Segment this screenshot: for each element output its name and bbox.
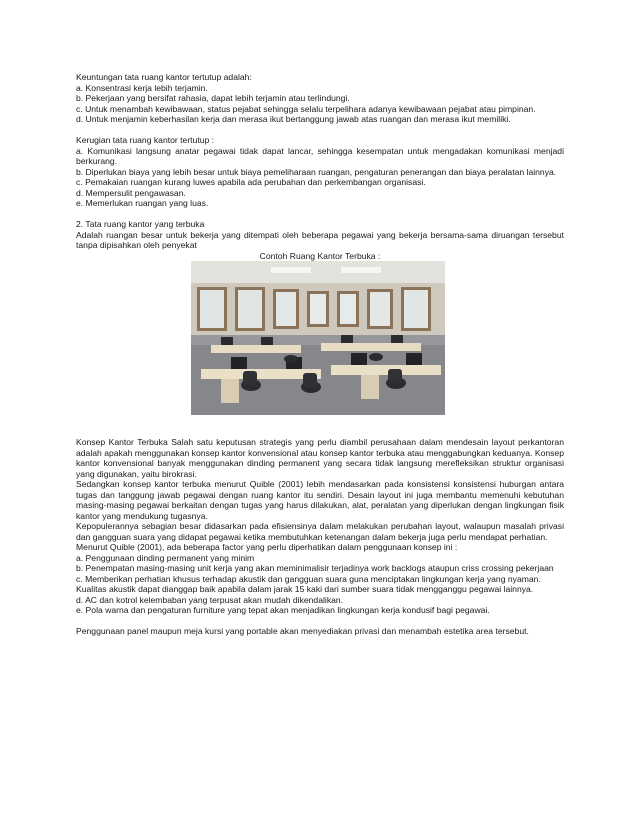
- body-paragraph: Konsep Kantor Terbuka Salah satu keputusan strategis yang perlu diambil perusahaan dalam mendesain layout perkantoran adalah apakah menggunakan konsep kantor konvensional atau konsep kantor terbuka atau menggabungkan keduanya. Konsep kantor konvensional banyak menggunakan dinding permanent yang secara tidak langsung merefleksikan struktur organisasi yang digunakan, yaitu birokrasi.: [76, 437, 564, 479]
- list-item: c. Pemakaian ruangan kurang luwes apabila ada perubahan dan perkembangan organisasi.: [76, 177, 426, 187]
- list-item: e. Memerlukan ruangan yang luas.: [76, 198, 209, 208]
- list-item: b. Diperlukan biaya yang lebih besar untuk biaya pemeliharaan ruangan, pengaturan penerangan dan biaya peralatan lainnya.: [76, 166, 557, 177]
- list-item: Kualitas akustik dapat dianggap baik apabila dalam jarak 15 kaki dari sumber suara tidak mengganggu pegawai lainnya.: [76, 584, 534, 594]
- list-item: c. Untuk menambah kewibawaan, status pejabat sehingga selalu terpelihara adanya kewibawaan pejabat atau pimpinan.: [76, 103, 536, 114]
- section-heading: 2. Tata ruang kantor yang terbuka: [76, 219, 205, 229]
- list-item: d. AC dan kotrol kelembaban yang terpusat akan mudah dikendalikan.: [76, 594, 344, 605]
- list-item: a. Komunikasi langsung anatar pegawai tidak dapat lancar, sehingga kesempatan untuk mengadakan komunikasi menjadi berkurang.: [76, 145, 564, 166]
- open-office-photo: [191, 261, 445, 415]
- list-item: e. Pola warna dan pengaturan furniture yang tepat akan menjadikan lingkungan kerja kondusif bagi pegawai.: [76, 605, 490, 615]
- list-item: d. Mempersulit pengawasan.: [76, 187, 186, 198]
- section-intro: Adalah ruangan besar untuk bekerja yang ditempati oleh beberapa pegawai yang bekerja bersama-sama diruangan tersebut tanpa dipisahkan oleh penyekat: [76, 229, 564, 250]
- list-item: b. Penempatan masing-masing unit kerja yang akan meminimalisir terjadinya work backlogs ataupun criss crossing pekerjaan: [76, 563, 554, 573]
- body-paragraph: Kepopulerannya sebagian besar didasarkan pada efisiensinya dalam melakukan perubahan layout, walaupun masalah privasi dan gangguan suara yang didapat pegawai ketika membutuhkan ketenangan dalam bekerja juga perlu mendapat perhatian.: [76, 521, 564, 542]
- figure-caption: Contoh Ruang Kantor Terbuka :: [259, 250, 381, 261]
- list-item: c. Memberikan perhatian khusus terhadap akustik dan gangguan suara guna menciptakan lingkungan kerja yang nyaman.: [76, 573, 541, 584]
- advantages-title: Keuntungan tata ruang kantor tertutup adalah:: [76, 72, 252, 82]
- list-item: a. Penggunaan dinding permanent yang minim: [76, 552, 255, 563]
- list-item: d. Untuk menjamin keberhasilan kerja dan merasa ikut bertanggung jawab atas ruangan dan merasa ikut memiliki.: [76, 114, 511, 124]
- closing-paragraph: Penggunaan panel maupun meja kursi yang portable akan menyediakan privasi dan menambah estetika area tersebut.: [76, 626, 529, 636]
- disadvantages-title: Kerugian tata ruang kantor tertutup :: [76, 135, 215, 145]
- body-paragraph: Menurut Quible (2001), ada beberapa factor yang perlu diperhatikan dalam penggunaan konsep ini :: [76, 542, 458, 552]
- list-item: b. Pekerjaan yang bersifat rahasia, dapat lebih terjamin atau terlindungi.: [76, 93, 350, 103]
- document-page: [76, 72, 564, 637]
- body-paragraph: Sedangkan konsep kantor terbuka menurut Quible (2001) lebih mendasarkan pada konsistensi konsistensi huburgan antara tugas dan tanggung jawab pegawai dengan ruang kantor itu sendiri. Desain layout ini juga membantu memenuhi kebutuhan masing-masing pegawai berkaitan dengan tugas yang harus dilakukan, alat, peralatan yang diperlukan dengan lingkungan fisik kantor yang mendukung tugasnya.: [76, 479, 564, 521]
- list-item: a. Konsentrasi kerja lebih terjamin.: [76, 82, 208, 93]
